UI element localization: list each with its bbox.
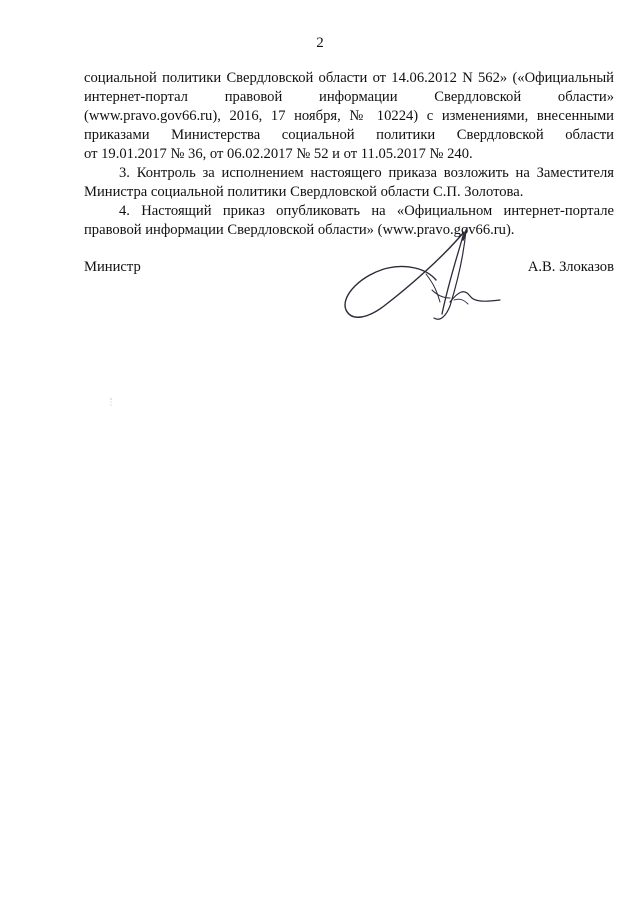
signature-block (84, 258, 614, 358)
scan-speck-icon (110, 398, 112, 406)
paragraph-line: правовой информации Свердловской области» (www.pravo.gov66.ru). (84, 222, 515, 238)
page-number: 2 (316, 35, 324, 51)
paragraph-line: (www.pravo.gov66.ru), 2016, 17 ноября, № 10224) с изменениями, внесенными (84, 108, 614, 124)
paragraph-continuation (84, 69, 614, 164)
paragraph-line: 3. Контроль за исполнением настоящего приказа возложить на Заместителя (119, 165, 614, 181)
paragraph-line: социальной политики Свердловской области от 14.06.2012 N 562» («Официальный (84, 70, 614, 86)
paragraph-line: Министра социальной политики Свердловской области С.П. Золотова. (84, 184, 524, 200)
paragraph-line: от 19.01.2017 № 36, от 06.02.2017 № 52 и от 11.05.2017 № 240. (84, 146, 473, 162)
paragraph-item-3 (84, 164, 614, 202)
paragraph-line: интернет-портал правовой информации Свердловской области» (84, 89, 614, 105)
handwritten-signature-icon (314, 218, 534, 338)
signatory-title: Министр (84, 259, 141, 275)
paragraph-line: приказами Министерства социальной политики Свердловской области (84, 127, 614, 143)
signatory-name: А.В. Злоказов (527, 259, 614, 275)
document-body (84, 69, 614, 240)
paragraph-line: 4. Настоящий приказ опубликовать на «Официальном интернет-портале (119, 203, 614, 219)
